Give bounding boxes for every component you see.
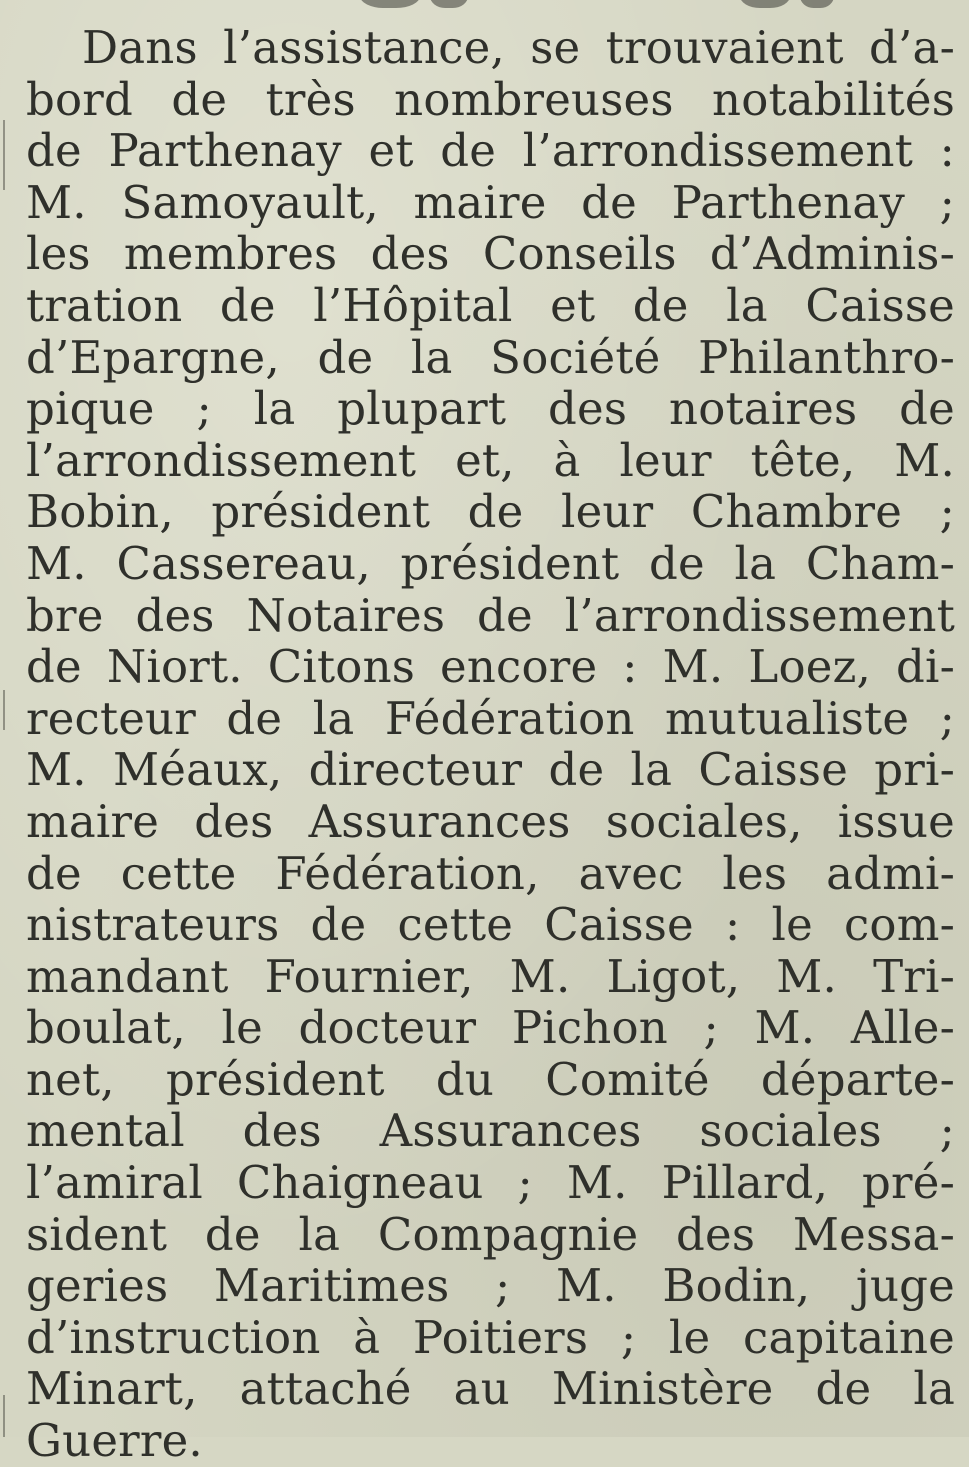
text-line: pique ; la plupart des notaires de [26,382,955,436]
text-line: les membres des Conseils d’Adminis- [26,227,955,281]
text-line: geries Maritimes ; M. Bodin, juge [26,1259,955,1313]
column-rule [3,690,5,730]
text-line: sident de la Compagnie des Messa- [26,1207,955,1261]
cropped-previous-line [0,0,969,8]
text-line: Bobin, président de leur Chambre ; [26,485,955,539]
text-line: Minart, attaché au Ministère de la [26,1362,955,1416]
text-line: bord de très nombreuses notabilités [26,72,955,126]
text-line: de Parthenay et de l’arrondissement : [26,124,955,178]
text-line: Guerre. [26,1414,203,1467]
text-line: mental des Assurances sociales ; [26,1104,955,1158]
text-line: tration de l’Hôpital et de la Caisse [26,278,955,332]
text-line: nistrateurs de cette Caisse : le com- [26,898,955,952]
text-line: d’instruction à Poitiers ; le capitaine [26,1310,955,1364]
text-line: M. Cassereau, président de la Cham- [26,536,955,590]
text-line: de Niort. Citons encore : M. Loez, di- [26,640,955,694]
text-line: bre des Notaires de l’arrondissement [26,588,955,642]
text-line: boulat, le docteur Pichon ; M. Alle- [26,1001,955,1055]
text-line: l’amiral Chaigneau ; M. Pillard, pré- [26,1156,955,1210]
text-line: recteur de la Fédération mutualiste ; [26,691,955,745]
text-line: maire des Assurances sociales, issue [26,794,955,848]
column-rule [3,1395,5,1437]
text-line: l’arrondissement et, à leur tête, M. [26,433,955,487]
text-line: mandant Fournier, M. Ligot, M. Tri- [26,949,955,1003]
text-line: d’Epargne, de la Société Philanthro- [26,330,955,384]
text-line: Dans l’assistance, se trouvaient d’a- [82,21,955,74]
column-rule [3,120,5,190]
text-line: M. Méaux, directeur de la Caisse pri- [26,743,955,797]
text-line: net, président du Comité départe- [26,1052,955,1106]
text-line: de cette Fédération, avec les admi- [26,846,955,900]
article-paragraph [26,22,955,1467]
text-line: M. Samoyault, maire de Parthenay ; [26,175,955,229]
